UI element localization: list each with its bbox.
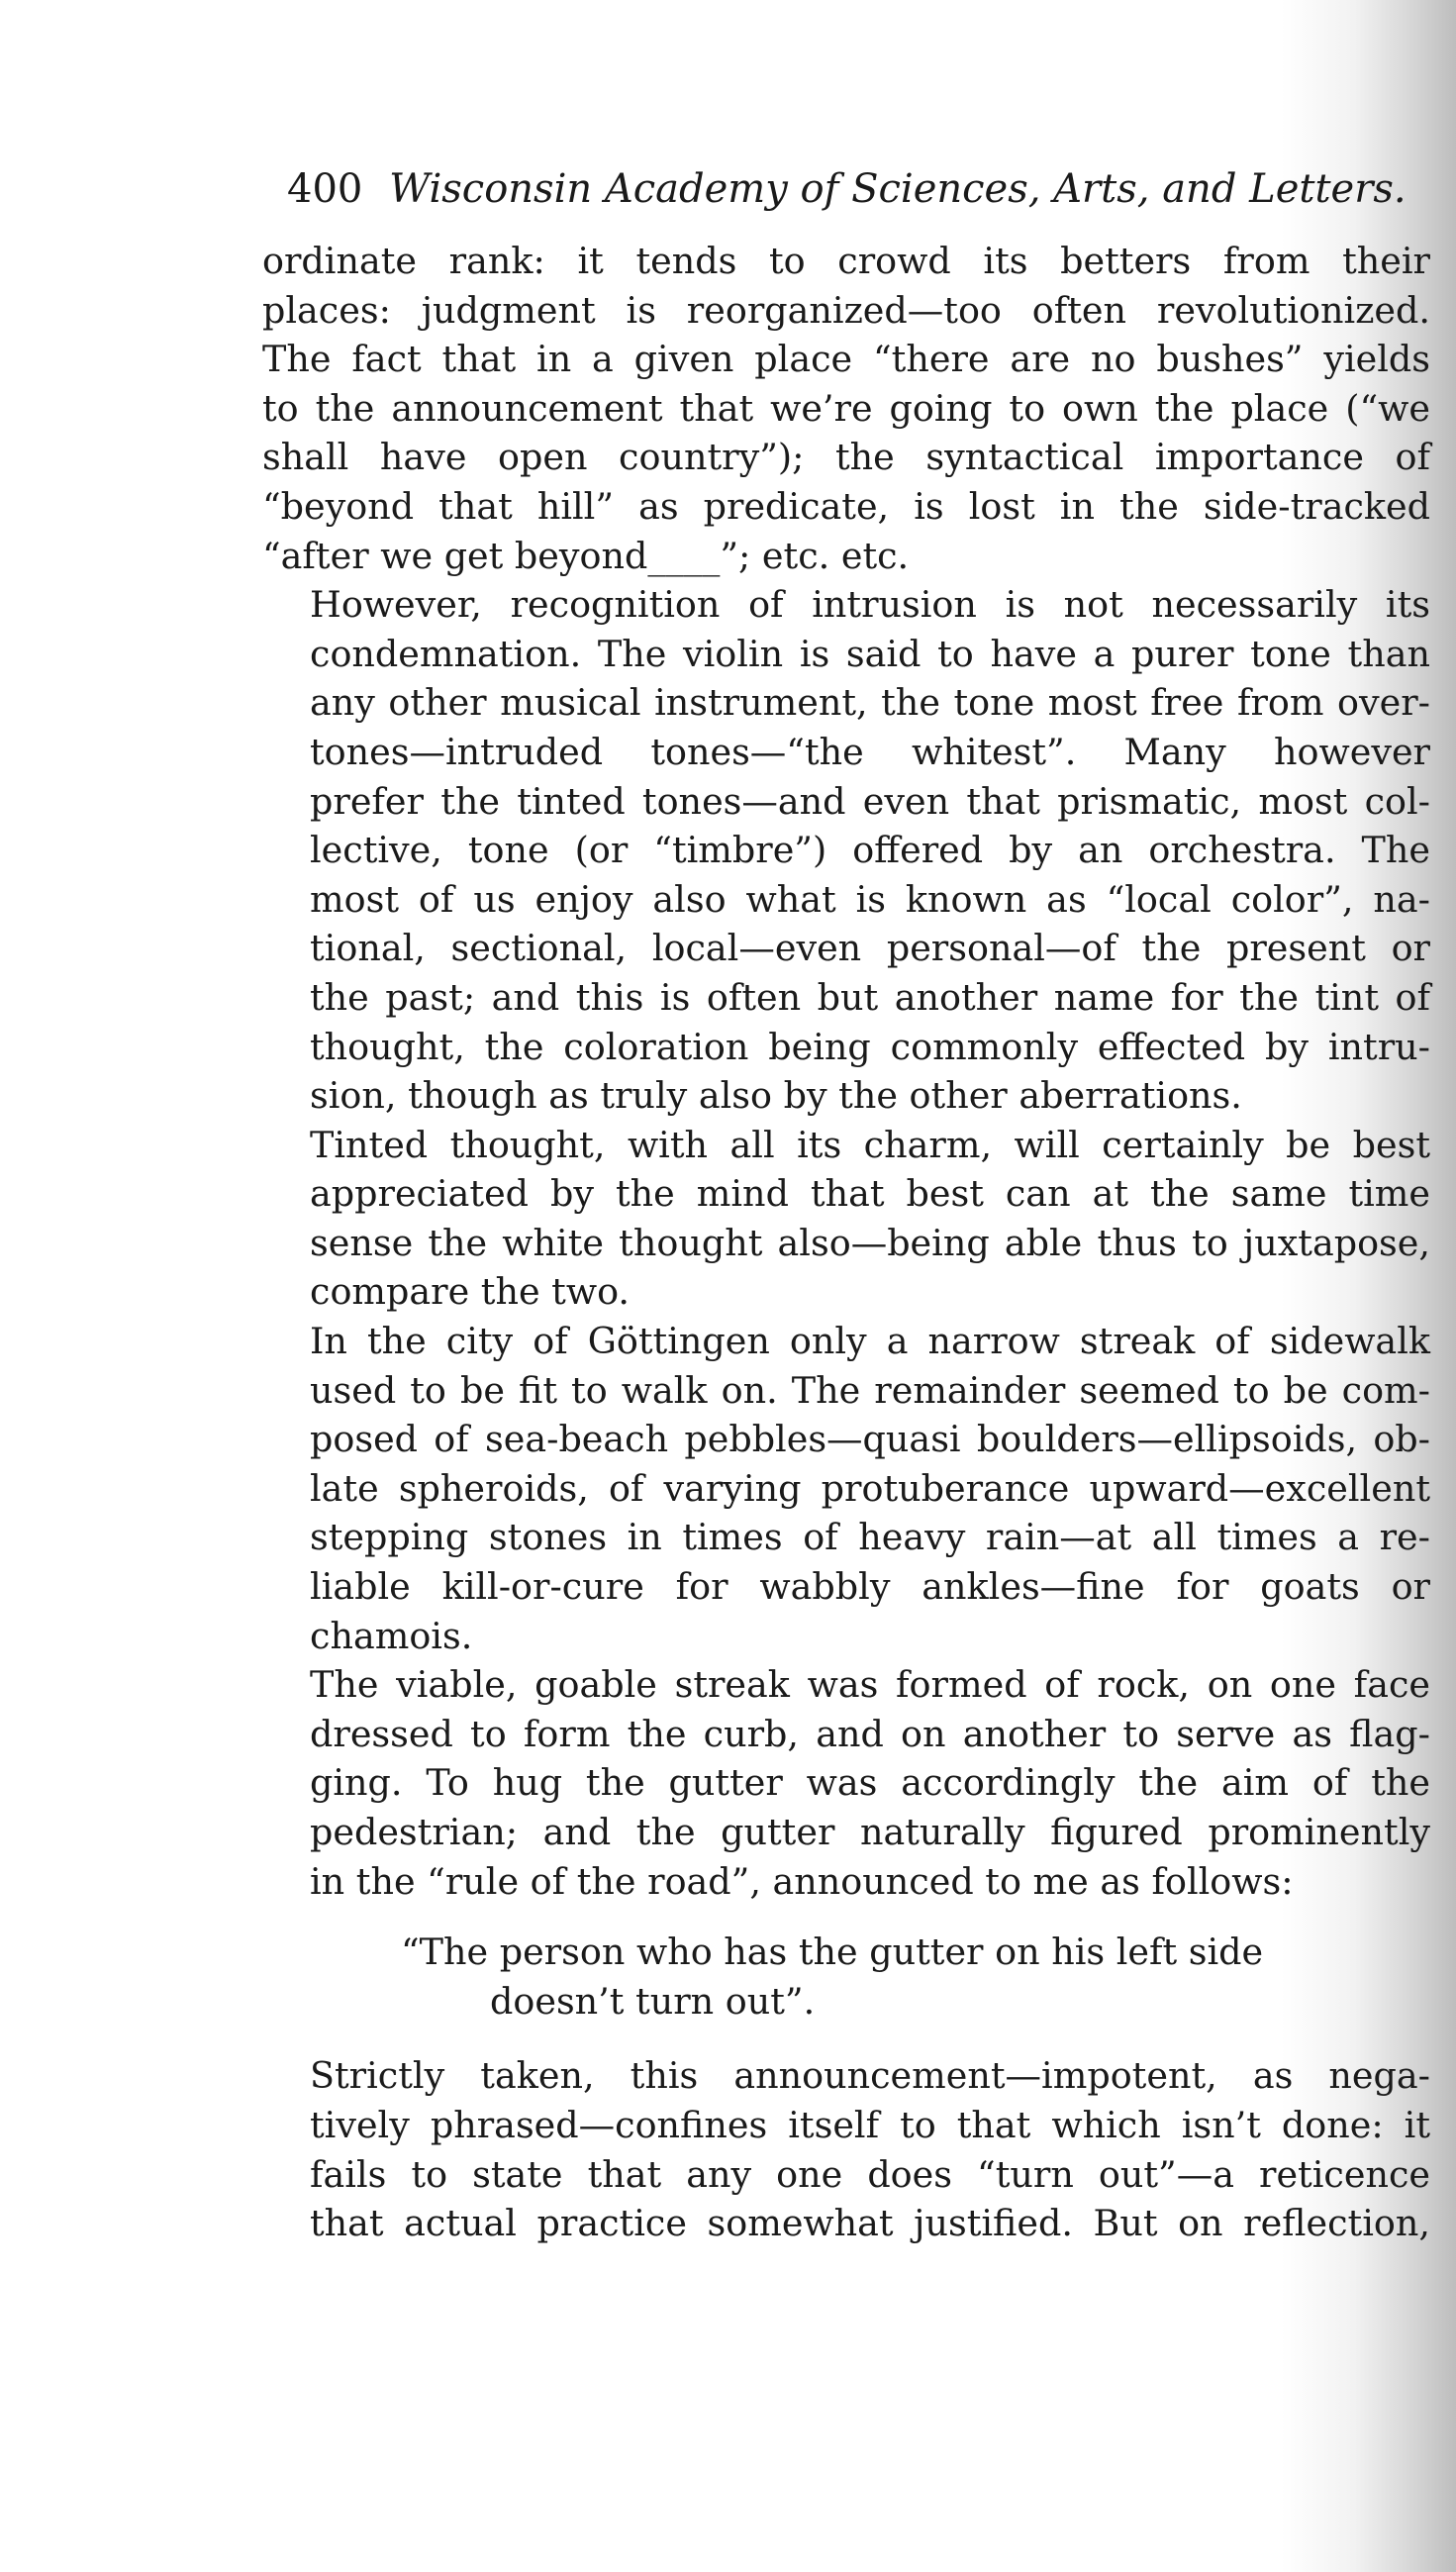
page-number: 400 (287, 166, 363, 212)
text-line: used to be fit to walk on. The remainder seemed to be com- (310, 1368, 1430, 1412)
journal-title: Wisconsin Academy of Sciences, Arts, and Letters. (389, 166, 1407, 212)
text-line: liable kill-or-cure for wabbly ankles—fine for goats or (310, 1565, 1430, 1609)
paragraph (262, 580, 1430, 1121)
running-header (287, 163, 1430, 215)
text-line: ging. To hug the gutter was accordingly the aim of the (310, 1761, 1430, 1805)
text-line: condemnation. The violin is said to have a purer tone than (310, 632, 1430, 675)
text-line: Strictly taken, this announcement—impotent, as nega- (310, 2054, 1430, 2098)
text-line: in the “rule of the road”, announced to me as follows: (310, 1859, 1294, 1903)
text-line: “after we get beyond____”; etc. etc. (262, 534, 910, 577)
text-line: appreciated by the mind that best can at the same time (310, 1172, 1430, 1216)
text-line: any other musical instrument, the tone most free from over- (310, 681, 1430, 725)
text-line: In the city of Göttingen only a narrow streak of sidewalk (310, 1320, 1430, 1363)
text-line: lective, tone (or “timbre”) offered by an orchestra. The (310, 829, 1430, 872)
page-text (262, 163, 1430, 2248)
quote-line: “The person who has the gutter on his left side (401, 1930, 1264, 1974)
text-line: chamois. (310, 1614, 473, 1657)
text-line: However, recognition of intrusion is not necessarily its (310, 583, 1430, 627)
text-line: dressed to form the curb, and on another to serve as flag- (310, 1712, 1430, 1755)
text-line: late spheroids, of varying protuberance upward—excellent (310, 1466, 1430, 1510)
text-line: sion, though as truly also by the other aberrations. (310, 1074, 1242, 1118)
text-line: thought, the coloration being commonly effected by intru- (310, 1025, 1430, 1068)
text-line: posed of sea-beach pebbles—quasi boulders—ellipsoids, ob- (310, 1418, 1430, 1461)
block-quote (262, 1928, 1430, 2026)
quote-line: doesn’t turn out”. (490, 1979, 816, 2023)
paragraph (262, 2051, 1430, 2247)
text-line: The viable, goable streak was formed of rock, on one face (310, 1663, 1430, 1707)
text-line: fails to state that any one does “turn out”—a reticence (310, 2152, 1430, 2196)
paragraph (262, 1660, 1430, 1906)
text-line: tones—intruded tones—“the whitest”. Many however (310, 730, 1430, 773)
text-line: to the announcement that we’re going to own the place (“we (262, 386, 1430, 430)
text-line: the past; and this is often but another name for the tint of (310, 975, 1430, 1019)
text-line: “beyond that hill” as predicate, is lost in the side-tracked (262, 484, 1430, 528)
text-line: tional, sectional, local—even personal—of the present or (310, 927, 1430, 970)
text-line: tively phrased—confines itself to that which isn’t done: it (310, 2103, 1430, 2146)
text-line: places: judgment is reorganized—too often revolutionized. (262, 288, 1430, 332)
text-line: Tinted thought, with all its charm, will certainly be best (310, 1123, 1430, 1166)
paragraph (262, 1317, 1430, 1660)
text-line: stepping stones in times of heavy rain—at all times a re- (310, 1516, 1430, 1559)
text-line: pedestrian; and the gutter naturally figured prominently (310, 1811, 1430, 1853)
paragraph (262, 237, 1430, 580)
text-line: shall have open country”); the syntactical importance of (262, 436, 1430, 479)
text-line: that actual practice somewhat justified. But on reflection, (310, 2202, 1430, 2245)
text-line: prefer the tinted tones—and even that prismatic, most col- (310, 779, 1430, 823)
text-line: ordinate rank: it tends to crowd its betters from their (262, 240, 1430, 282)
paragraph (262, 1121, 1430, 1317)
text-line: The fact that in a given place “there are no bushes” yields (262, 338, 1430, 381)
text-line: most of us enjoy also what is known as “local color”, na- (310, 877, 1430, 921)
text-line: sense the white thought also—being able thus to juxtapose, (310, 1221, 1430, 1264)
text-line: compare the two. (310, 1270, 631, 1314)
